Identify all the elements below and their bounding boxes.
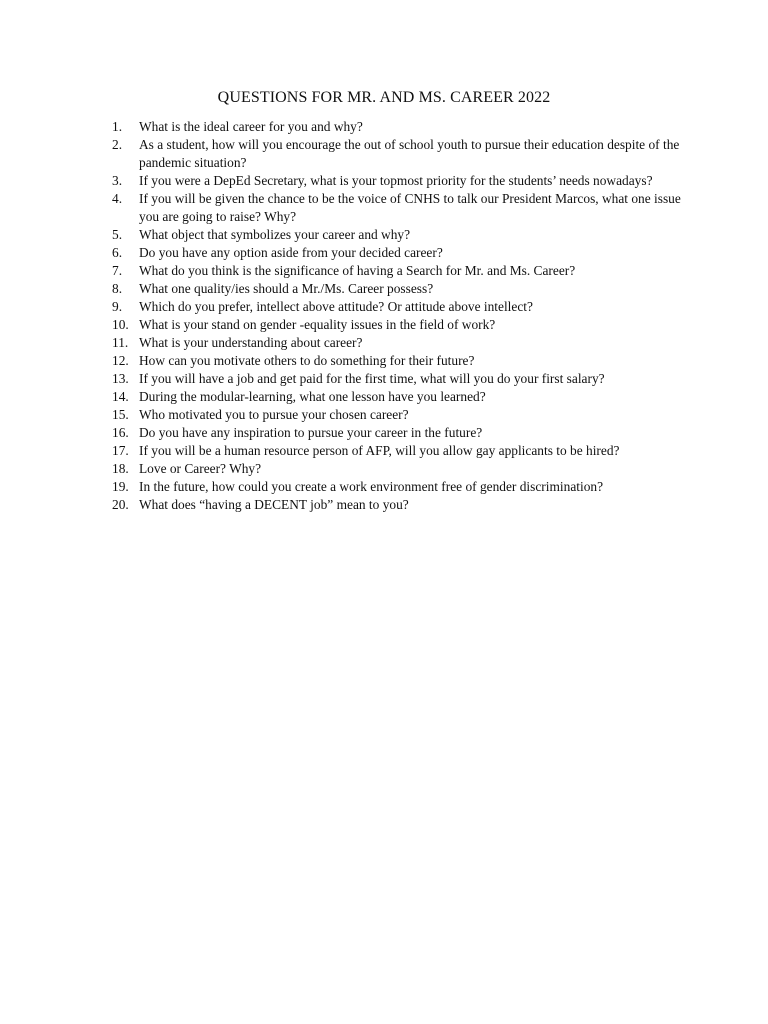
question-number: 7.	[112, 263, 123, 278]
question-text: If you were a DepEd Secretary, what is your topmost priority for the students’ needs nowadays?	[139, 173, 653, 188]
question-text: If you will have a job and get paid for the first time, what will you do your first salary?	[139, 371, 605, 386]
question-item	[112, 442, 682, 460]
question-number: 16.	[112, 425, 129, 440]
question-number: 11.	[112, 335, 129, 350]
question-number: 4.	[112, 191, 123, 206]
question-text: What is your stand on gender -equality issues in the field of work?	[139, 317, 496, 332]
question-text: What object that symbolizes your career and why?	[139, 227, 411, 242]
question-text: During the modular-learning, what one lesson have you learned?	[139, 389, 486, 404]
question-item	[112, 388, 682, 406]
question-text: As a student, how will you encourage the out of school youth to pursue their education despite of the pandemic situation?	[139, 137, 680, 170]
question-item	[112, 118, 682, 136]
question-number: 15.	[112, 407, 129, 422]
question-text: Do you have any inspiration to pursue your career in the future?	[139, 425, 483, 440]
question-number: 14.	[112, 389, 129, 404]
question-text: If you will be a human resource person of AFP, will you allow gay applicants to be hired?	[139, 443, 620, 458]
question-item	[112, 262, 682, 280]
question-item	[112, 172, 682, 190]
question-item	[112, 370, 682, 388]
question-number: 2.	[112, 137, 123, 152]
question-item	[112, 496, 682, 514]
question-number: 12.	[112, 353, 129, 368]
question-number: 8.	[112, 281, 123, 296]
question-item	[112, 460, 682, 478]
question-text: Which do you prefer, intellect above attitude? Or attitude above intellect?	[139, 299, 533, 314]
question-number: 20.	[112, 497, 129, 512]
question-number: 1.	[112, 119, 123, 134]
question-number: 13.	[112, 371, 129, 386]
question-number: 3.	[112, 173, 123, 188]
question-item	[112, 478, 682, 496]
question-text: If you will be given the chance to be the voice of CNHS to talk our President Marcos, what one issue you are going to raise? Why?	[139, 191, 681, 224]
question-text: What does “having a DECENT job” mean to you?	[139, 497, 409, 512]
page-title: QUESTIONS FOR MR. AND MS. CAREER 2022	[217, 89, 551, 106]
question-text: What do you think is the significance of having a Search for Mr. and Ms. Career?	[139, 263, 576, 278]
question-item	[112, 316, 682, 334]
question-item	[112, 226, 682, 244]
question-number: 9.	[112, 299, 123, 314]
question-item	[112, 136, 682, 172]
question-item	[112, 406, 682, 424]
question-item	[112, 334, 682, 352]
question-number: 6.	[112, 245, 123, 260]
question-number: 19.	[112, 479, 129, 494]
question-text: What is your understanding about career?	[139, 335, 363, 350]
question-item	[112, 280, 682, 298]
question-list	[112, 118, 682, 514]
question-text: What is the ideal career for you and why?	[139, 119, 363, 134]
question-item	[112, 352, 682, 370]
question-item	[112, 190, 682, 226]
question-text: In the future, how could you create a work environment free of gender discrimination?	[139, 479, 604, 494]
question-item	[112, 298, 682, 316]
question-text: Who motivated you to pursue your chosen career?	[139, 407, 409, 422]
question-number: 5.	[112, 227, 123, 242]
question-text: Do you have any option aside from your decided career?	[139, 245, 443, 260]
question-text: How can you motivate others to do something for their future?	[139, 353, 475, 368]
question-number: 10.	[112, 317, 129, 332]
question-number: 17.	[112, 443, 129, 458]
question-number: 18.	[112, 461, 129, 476]
question-text: Love or Career? Why?	[139, 461, 262, 476]
question-text: What one quality/ies should a Mr./Ms. Career possess?	[139, 281, 434, 296]
question-item	[112, 244, 682, 262]
question-item	[112, 424, 682, 442]
